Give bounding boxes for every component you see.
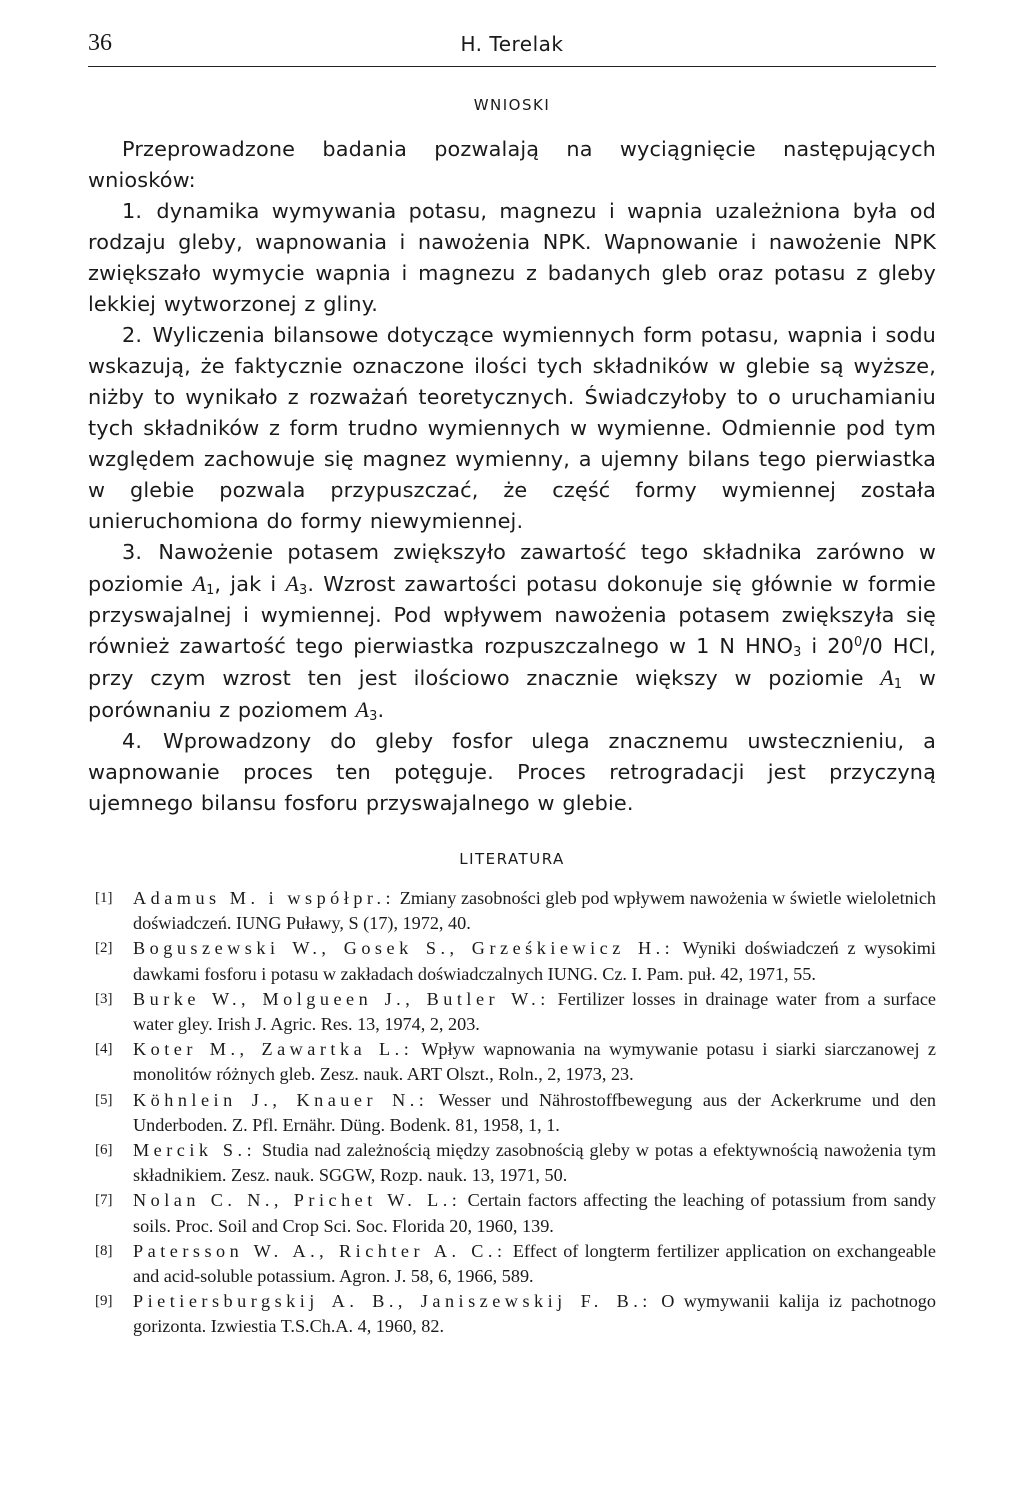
horizon-symbol: A [880, 665, 894, 690]
item-text: dynamika wymywania potasu, magnezu i wapnia uzależniona była od rodzaju gleby, wapnowania i nawożenia NPK. Wapnowanie i nawożenie NPK zwiększało wymycie wapnia i magnezu z badanych gleb oraz potasu z gleby lekkiej wytworzonej z gliny. [88, 199, 936, 316]
running-head [88, 28, 936, 67]
reference-text: O wymywanii kalija iz pachotnogo gorizonta. Izwiestia T.S.Ch.A. 4, 1960, 82. [133, 1291, 936, 1337]
reference-text: Fertilizer losses in drainage water from a surface water gley. Irish J. Agric. Res. 13, 1974, 2, 203. [133, 988, 936, 1035]
running-title: H. Terelak [460, 32, 564, 56]
reference-number: [8] [95, 1242, 113, 1259]
reference-text: Wpływ wapnowania na wymywanie potasu i siarki siarczanowej z monolitów różnych gleb. Zesz. nauk. ART Olszt., Roln., 2, 1973, 23. [133, 1039, 936, 1085]
reference-item [88, 1088, 936, 1138]
item-text: Wprowadzony do gleby fosfor ulega znacznemu uwstecznieniu, a wapnowanie proces ten potęguje. Proces retrogradacji jest przyczyną ujemnego bilansu fosforu przyswajalnego w glebie. [88, 729, 936, 815]
reference-number: [7] [95, 1192, 113, 1209]
item-number: 3. [122, 540, 143, 564]
reference-number: [1] [95, 890, 113, 906]
page-number: 36 [88, 30, 112, 56]
reference-item [88, 1289, 936, 1339]
item-number: 4. [122, 729, 143, 753]
reference-item [88, 987, 936, 1037]
reference-item [88, 1138, 936, 1188]
reference-number: [6] [95, 1142, 113, 1159]
reference-authors: Mercik S.: [133, 1140, 257, 1161]
reference-authors: Koter M., Zawartka L.: [133, 1039, 414, 1060]
reference-number: [3] [95, 990, 113, 1007]
reference-authors: Patersson W. A., Richter A. C.: [133, 1240, 507, 1261]
reference-authors: Nolan C. N., Prichet W. L.: [133, 1190, 462, 1211]
horizon-symbol: A [285, 571, 300, 596]
item-text: Wyliczenia bilansowe dotyczące wymiennych form potasu, wapnia i sodu wskazują, że faktycznie oznaczone ilości tych składników w glebie są wyższe, niżby to wynikało z rozważań teoretycznych. Świadczyłoby to o uruchamianiu tych składników z form trudno wymiennych w wymienne. Odmiennie pod tym względem zachowuje się magnez wymienny, a ujemny bilans tego pierwiastka w glebie pozwala przypuszczać, że część formy wymiennej została unieruchomiona do formy niewymiennej. [88, 323, 937, 533]
reference-item [88, 1239, 936, 1289]
horizon-symbol: A [192, 571, 207, 596]
reference-authors: Boguszewski W., Gosek S., Grześkiewicz H.: [133, 938, 675, 959]
reference-number: [4] [95, 1041, 113, 1058]
reference-number: [5] [95, 1091, 113, 1108]
conclusion-item-4 [88, 726, 936, 819]
reference-number: [2] [95, 940, 113, 957]
reference-list [88, 886, 936, 1340]
conclusions-heading: WNIOSKI [473, 96, 551, 114]
reference-number: [9] [95, 1293, 113, 1310]
conclusions-intro: Przeprowadzone badania pozwalają na wyciągnięcie następujących wniosków: [88, 137, 936, 192]
reference-text: Studia nad zależnością między zasobnością gleby w potas a efektywnością nawożenia tym składnikiem. Zesz. nauk. SGGW, Rozp. nauk. 13, 1971, 50. [133, 1140, 936, 1186]
reference-item [88, 1037, 936, 1087]
item-number: 1. [122, 199, 143, 223]
literature-heading: LITERATURA [459, 850, 565, 868]
reference-authors: Adamus M. i współpr.: [133, 888, 396, 908]
reference-authors: Burke W., Molgueen J., Butler W.: [133, 988, 550, 1009]
reference-item [88, 1188, 936, 1238]
reference-item [88, 886, 936, 936]
conclusion-item-2 [88, 320, 936, 537]
reference-text: Wyniki doświadczeń z wysokimi dawkami fosforu i potasu w zakładach doświadczalnych IUNG. Cz. I. Pam. puł. 42, 1971, 55. [133, 938, 936, 984]
reference-item [88, 936, 936, 986]
reference-authors: Köhnlein J., Knauer N.: [133, 1089, 429, 1110]
reference-text: Certain factors affecting the leaching of potassium from sandy soils. Proc. Soil and Crop Sci. Soc. Florida 20, 1960, 139. [133, 1190, 936, 1236]
reference-text: Effect of longterm fertilizer application on exchangeable and acid-soluble potassium. Agron. J. 58, 6, 1966, 589. [133, 1240, 936, 1287]
reference-text: Wesser und Nährostoffbewegung aus der Ackerkrume und den Underboden. Z. Pfl. Ernähr. Düng. Bodenk. 81, 1958, 1, 1. [133, 1089, 936, 1135]
item-text: Nawożenie potasem zwiększyło zawartość tego składnika zarówno w poziomie $A_1$, jak i $A_3$. Wzrost zawartości potasu dokonuje się głównie w formie przyswajalnej i wymiennej. Pod wpływem nawożenia potasem zwiększyła się również zawartość tego pierwiastka rozpuszczalnego w 1 N $HNO_3$ i $20^0/0$ HCl, przy czym wzrost ten jest ilościowo znacznie większy w poziomie $A_1$ w porównaniu z poziomem $A_3$. [88, 540, 937, 725]
conclusion-item-3 [88, 537, 936, 726]
reference-authors: Pietiersburgskij A. B., Janiszewskij F. B.: [133, 1291, 652, 1312]
conclusion-item-1 [88, 196, 936, 320]
conclusions-section [88, 134, 936, 819]
reference-text: Zmiany zasobności gleb pod wpływem nawożenia w świetle wieloletnich doświadczeń. IUNG Puławy, S (17), 1972, 40. [133, 888, 936, 934]
horizon-symbol: A [355, 697, 370, 722]
item-number: 2. [122, 323, 143, 347]
